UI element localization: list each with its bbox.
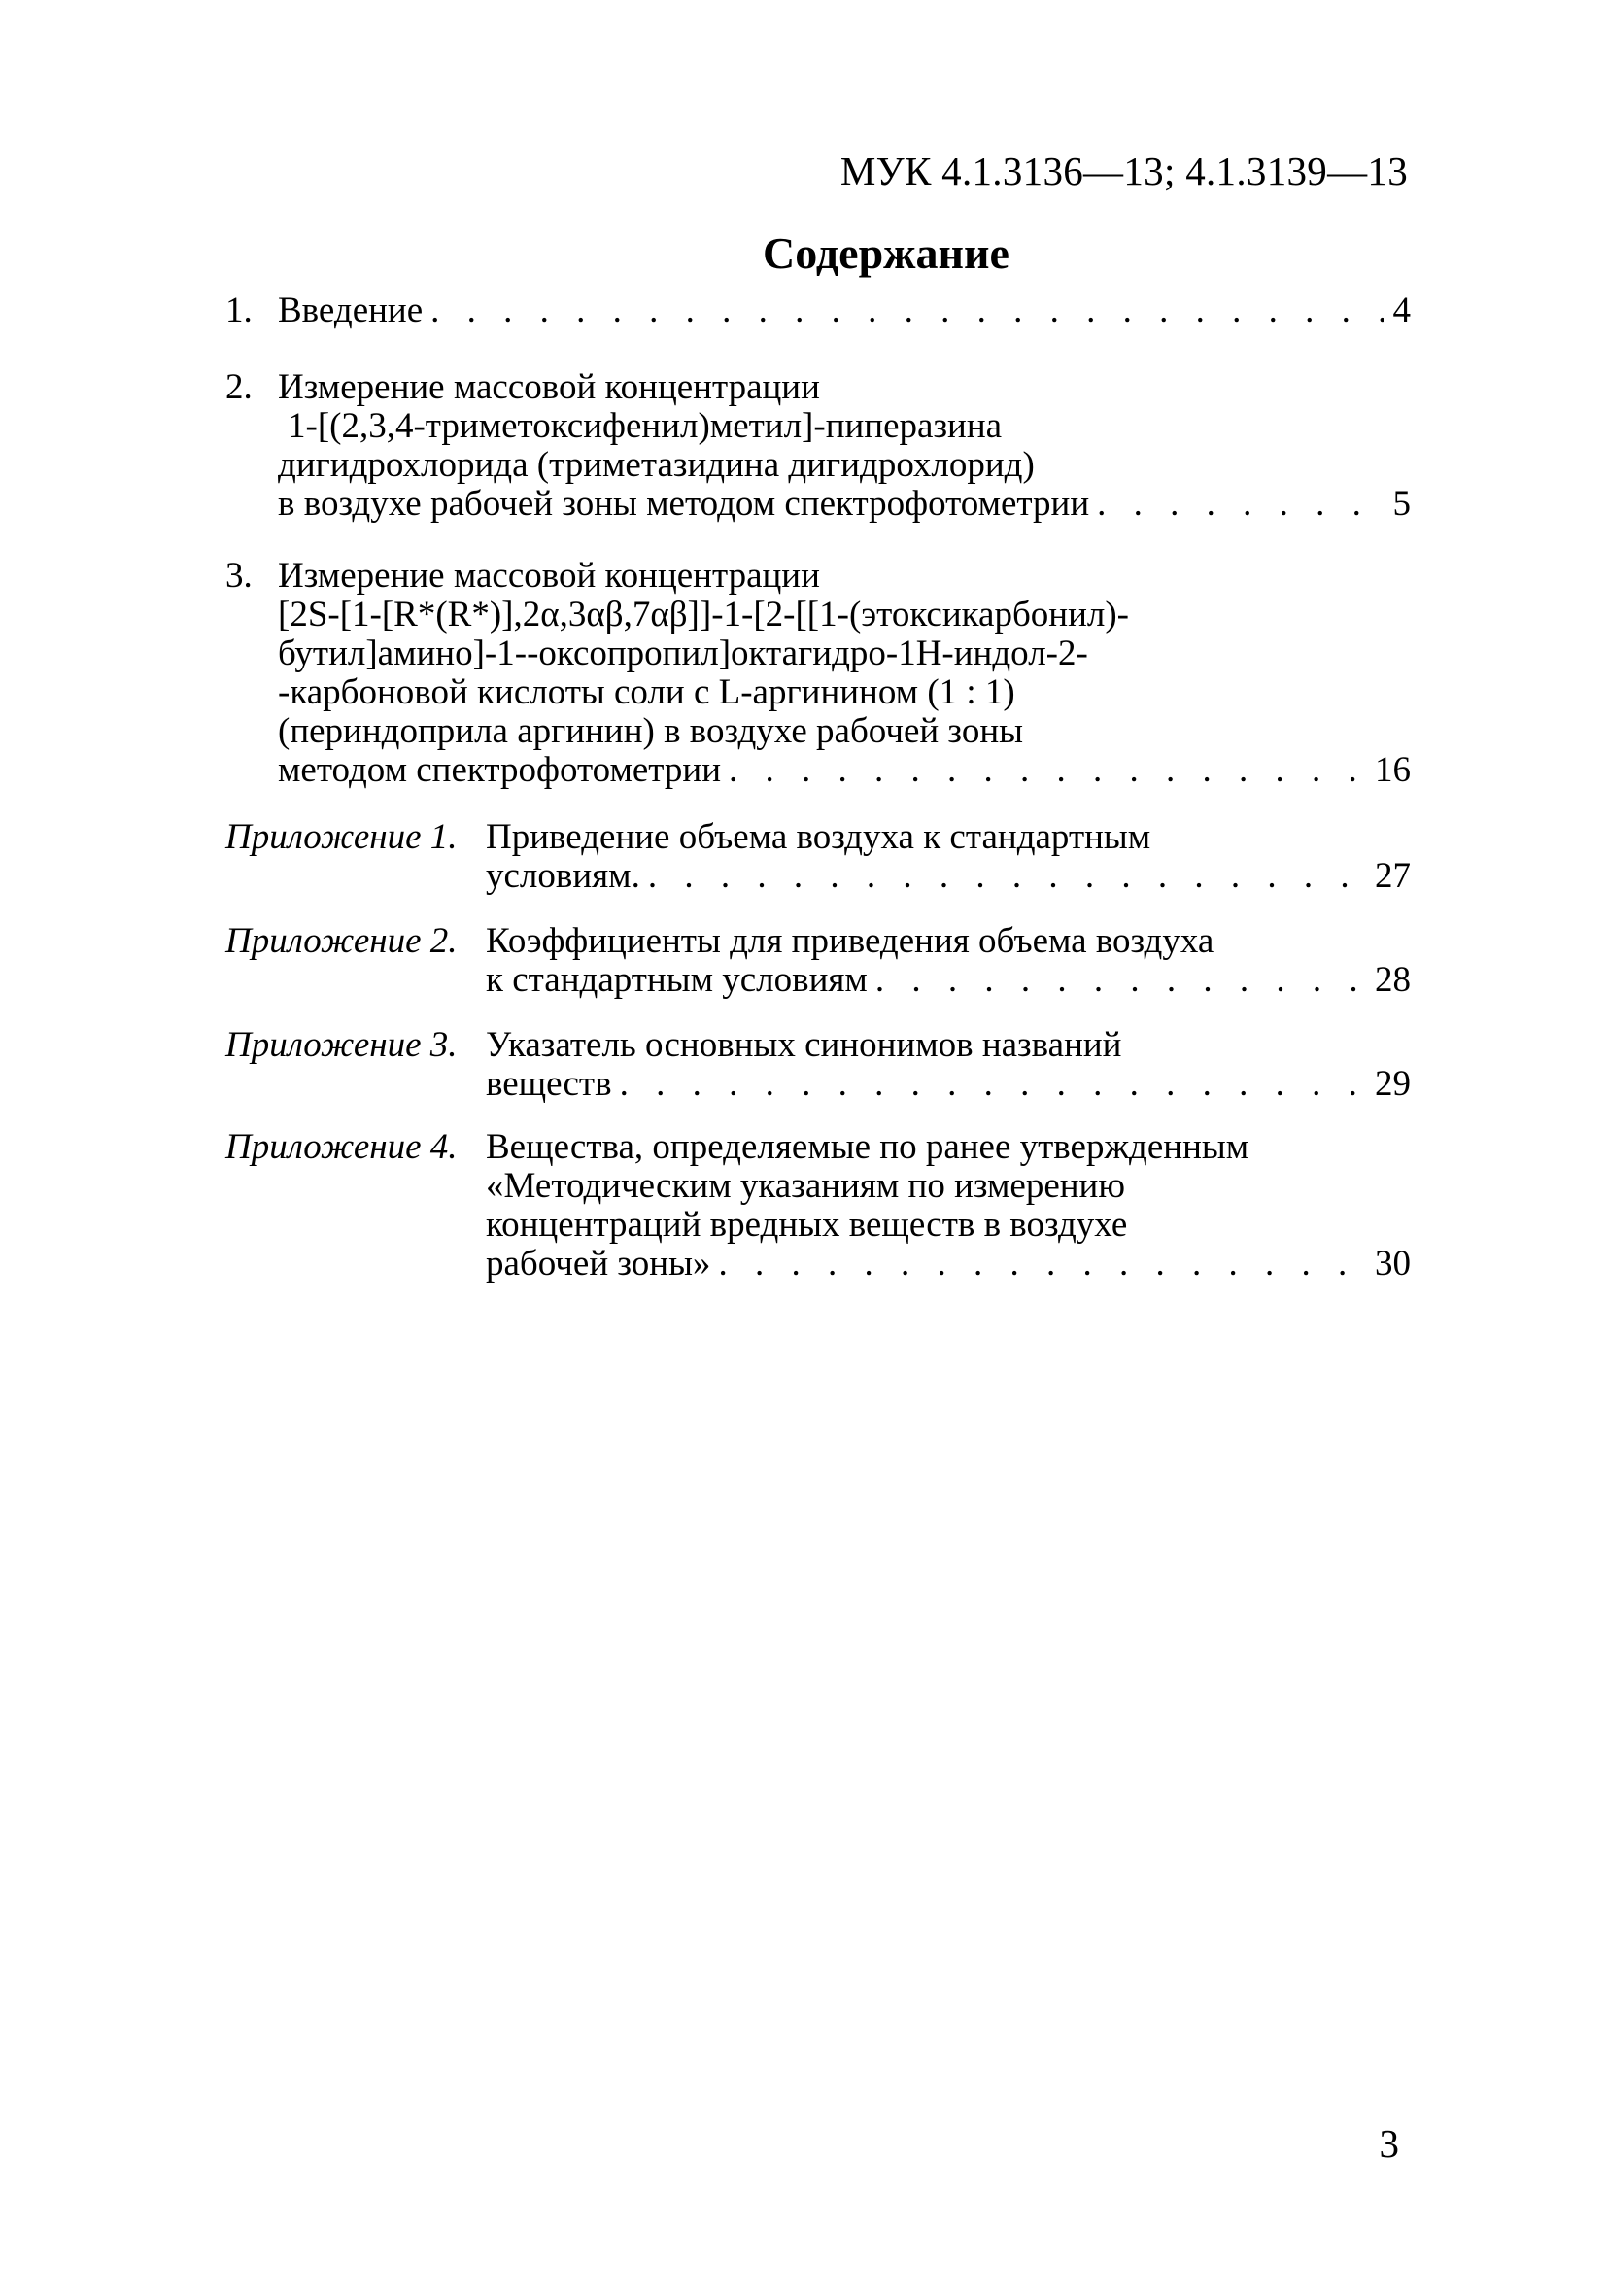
- toc-entry-line: дигидрохлорида (триметазидина дигидрохлорид): [278, 445, 1035, 485]
- toc-entry-leader-line: [486, 1245, 1411, 1284]
- toc-entry-body: [278, 368, 1411, 524]
- toc-entry-body: [278, 557, 1411, 790]
- dot-leader: [620, 1065, 1365, 1104]
- toc-entry-body: [486, 1026, 1411, 1104]
- toc-entry-line: -карбоновой кислоты соли с L-аргинином (1 : 1): [278, 672, 1015, 712]
- toc-entry-title: Введение: [278, 291, 424, 330]
- toc-entry-number: 3.: [225, 556, 253, 596]
- dot-leader: [430, 291, 1383, 330]
- toc-entry-body: [486, 922, 1411, 1000]
- toc-entry-line: Указатель основных синонимов названий: [486, 1025, 1122, 1065]
- toc-entry-title: условиям.: [486, 856, 640, 896]
- toc-entry-page: 29: [1375, 1064, 1411, 1104]
- toc-entry-line: [2S-[1-[R*(R*)],2α,3αβ,7αβ]]-1-[2-[[1-(этоксикарбонил)-: [278, 595, 1129, 634]
- dot-leader: [718, 1245, 1365, 1284]
- toc-entry-page: 16: [1375, 750, 1411, 790]
- toc-entry-line: Измерение массовой концентрации: [278, 556, 820, 596]
- toc-entry-leader-line: [278, 291, 1411, 330]
- dot-leader: [1097, 485, 1383, 524]
- toc-entry-leader-line: [486, 1065, 1411, 1104]
- toc-entry-line: концентраций вредных веществ в воздухе: [486, 1205, 1128, 1245]
- toc-entry-page: 4: [1392, 291, 1411, 330]
- toc-entry-line: Коэффициенты для приведения объема воздуха: [486, 921, 1214, 961]
- toc-entry-title: в воздухе рабочей зоны методом спектрофотометрии: [278, 484, 1090, 524]
- toc-entry-line: Измерение массовой концентрации: [278, 367, 820, 407]
- toc-entry-title: методом спектрофотометрии: [278, 750, 722, 790]
- page-title: Содержание: [763, 228, 1009, 278]
- toc-entry-page: 30: [1375, 1244, 1411, 1284]
- document-code-header: МУК 4.1.3136—13; 4.1.3139—13: [839, 149, 1408, 193]
- toc-entry-title: к стандартным условиям: [486, 960, 868, 1000]
- toc-entry-number: 2.: [225, 367, 253, 407]
- toc-entry-leader-line: [278, 485, 1411, 524]
- toc-entry-body: [486, 818, 1411, 896]
- toc-entry-line: 1-[(2,3,4-триметоксифенил)метил]-пиперазина: [288, 406, 1003, 446]
- toc-entry-page: 27: [1375, 856, 1411, 896]
- appendix-label: Приложение 3.: [225, 1025, 458, 1065]
- dot-leader: [875, 961, 1365, 1000]
- toc-entry-number: 1.: [225, 291, 253, 330]
- dot-leader: [648, 857, 1365, 896]
- toc-entry-line: (периндоприла аргинин) в воздухе рабочей зоны: [278, 711, 1023, 751]
- appendix-label: Приложение 1.: [225, 817, 458, 857]
- toc-entry-page: 5: [1392, 484, 1411, 524]
- toc-entry-leader-line: [486, 961, 1411, 1000]
- page-number: 3: [1379, 2121, 1399, 2166]
- toc-entry-title: рабочей зоны»: [486, 1244, 711, 1284]
- toc-entry-page: 28: [1375, 960, 1411, 1000]
- toc-entry-body: [278, 291, 1411, 330]
- appendix-label: Приложение 4.: [225, 1127, 458, 1167]
- appendix-label: Приложение 2.: [225, 921, 458, 961]
- toc-entry-line: «Методическим указаниям по измерению: [486, 1166, 1125, 1206]
- toc-entry-line: Приведение объема воздуха к стандартным: [486, 817, 1151, 857]
- toc-entry-body: [486, 1128, 1411, 1284]
- toc-entry-leader-line: [278, 751, 1411, 790]
- toc-entry-title: веществ: [486, 1064, 612, 1104]
- dot-leader: [729, 751, 1365, 790]
- toc-entry-line: бутил]амино]-1--оксопропил]октагидро-1H-индол-2-: [278, 634, 1088, 673]
- toc-entry-leader-line: [486, 857, 1411, 896]
- toc-entry-line: Вещества, определяемые по ранее утвержденным: [486, 1127, 1249, 1167]
